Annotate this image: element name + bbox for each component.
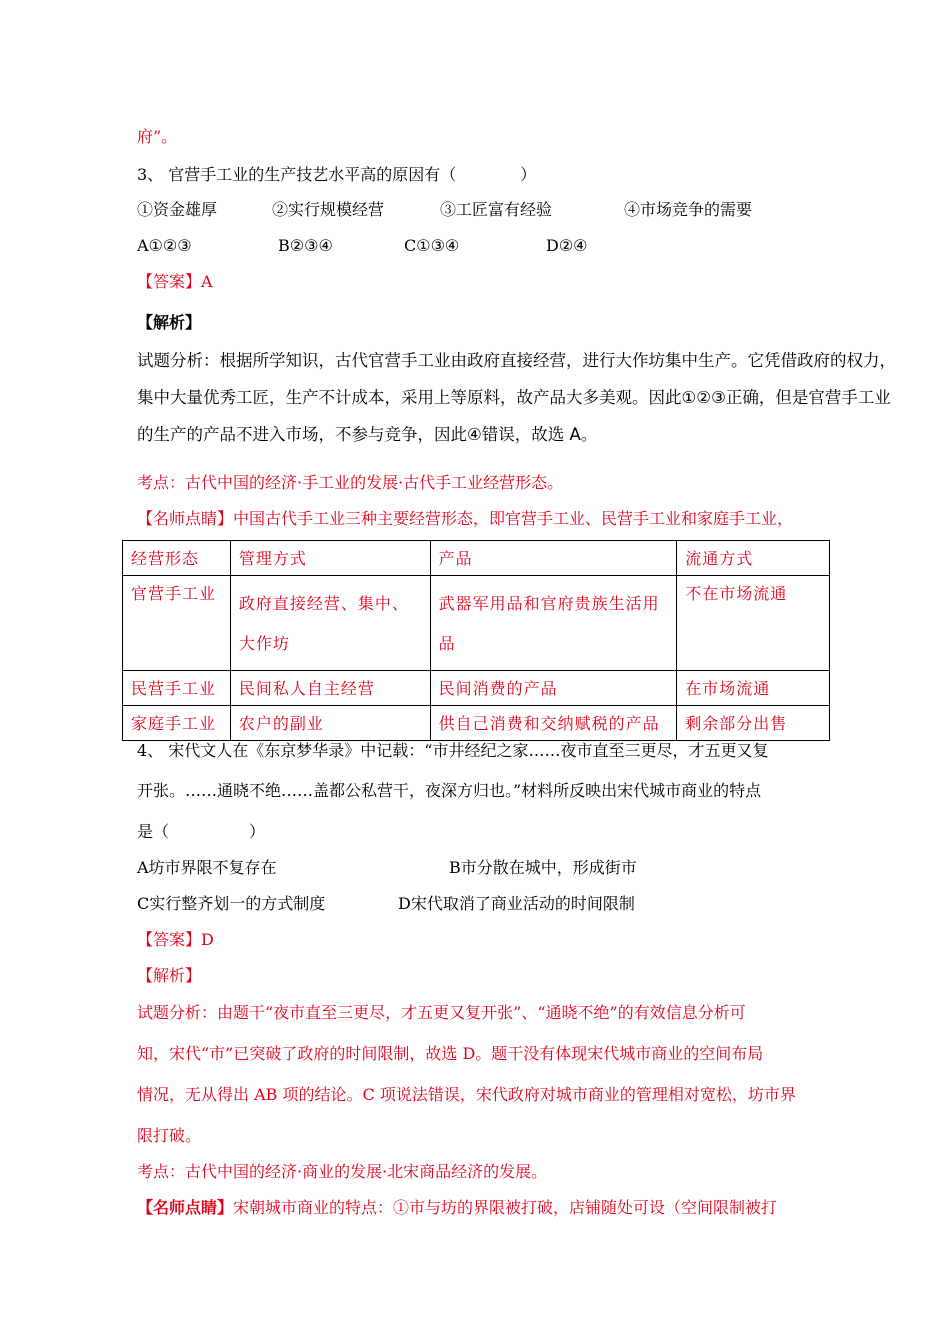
q4-stem-line-3: 是（ ） <box>137 822 266 841</box>
q4-choice-a: A坊市界限不复存在 <box>137 858 277 877</box>
q4-analysis-line-1: 试题分析：由题干“夜市直至三更尽，才五更又复开张”、“通晓不绝”的有效信息分析可 <box>137 1003 746 1022</box>
table-cell: 政府直接经营、集中、大作坊 <box>230 576 430 671</box>
q3-item-1: ①资金雄厚 <box>137 200 218 219</box>
q3-analysis-line-3: 的生产的产品不进入市场，不参与竞争，因此④错误，故选 A。 <box>137 425 598 444</box>
table-cell: 家庭手工业 <box>123 706 231 741</box>
q3-item-2: ②实行规模经营 <box>272 200 385 219</box>
q3-item-3: ③工匠富有经验 <box>440 200 553 219</box>
table-cell: 供自己消费和交纳赋税的产品 <box>430 706 677 741</box>
q4-analysis-line-3: 情况，无从得出 AB 项的结论。C 项说法错误，宋代政府对城市商业的管理相对宽松，坊市界 <box>137 1085 796 1104</box>
table-header-cell: 产品 <box>430 541 677 576</box>
table-cell: 在市场流通 <box>677 671 830 706</box>
q3-analysis-line-1: 试题分析：根据所学知识，古代官营手工业由政府直接经营，进行大作坊集中生产。它凭借政府的权力， <box>137 351 896 370</box>
q4-choice-c: C实行整齐划一的方式制度 <box>137 894 326 913</box>
table-cell: 民间消费的产品 <box>430 671 677 706</box>
q3-mingshi: 【名师点睛】中国古代手工业三种主要经营形态，即官营手工业、民营手工业和家庭手工业， <box>137 509 794 528</box>
q3-analysis-label: 【解析】 <box>137 313 202 332</box>
q4-mingshi <box>137 1198 777 1218</box>
q4-mingshi-text: 宋朝城市商业的特点：①市与坊的界限被打破，店铺随处可设（空间限制被打 <box>233 1198 778 1217</box>
q4-stem-line-2: 开张。……通晓不绝……盖都公私营干，夜深方归也。”材料所反映出宋代城市商业的特点 <box>137 781 762 800</box>
table-cell: 武器军用品和官府贵族生活用品 <box>430 576 677 671</box>
q3-kaodian: 考点：古代中国的经济·手工业的发展·古代手工业经营形态。 <box>137 473 564 492</box>
q3-stem: 3、 官营手工业的生产技艺水平高的原因有（ ） <box>137 165 537 184</box>
handicraft-table <box>122 540 830 741</box>
q4-mingshi-label: 【名师点睛】 <box>137 1198 234 1217</box>
table-header-row <box>123 541 830 576</box>
q3-choice-d: D②④ <box>546 236 588 255</box>
table-cell: 农户的副业 <box>230 706 430 741</box>
table-row <box>123 706 830 741</box>
q4-choice-b: B市分散在城中，形成街市 <box>449 858 637 877</box>
q3-item-4: ④市场竞争的需要 <box>624 200 753 219</box>
table-cell: 不在市场流通 <box>677 576 830 671</box>
q4-analysis-line-2: 知，宋代“市”已突破了政府的时间限制，故选 D。题干没有体现宋代城市商业的空间布局 <box>137 1044 764 1063</box>
q3-choice-c: C①③④ <box>404 236 460 255</box>
table-cell: 民间私人自主经营 <box>230 671 430 706</box>
q3-answer: 【答案】A <box>137 272 213 291</box>
q3-choice-a: A①②③ <box>137 236 192 255</box>
table-row <box>123 576 830 671</box>
q4-analysis-line-4: 限打破。 <box>137 1126 202 1145</box>
table-header-cell: 流通方式 <box>677 541 830 576</box>
table-header-cell: 管理方式 <box>230 541 430 576</box>
q4-answer: 【答案】D <box>137 930 214 949</box>
q3-choice-b: B②③④ <box>278 236 333 255</box>
q3-analysis-line-2: 集中大量优秀工匠，生产不计成本，采用上等原料，故产品大多美观。因此①②③正确，但是官营手工业 <box>137 388 891 407</box>
table-row <box>123 671 830 706</box>
q4-stem-line-1: 4、 宋代文人在《东京梦华录》中记载：“市井经纪之家……夜市直至三更尽，才五更又复 <box>137 741 769 760</box>
table-cell: 剩余部分出售 <box>677 706 830 741</box>
q4-analysis-label: 【解析】 <box>137 966 202 985</box>
table-cell: 官营手工业 <box>123 576 231 671</box>
q4-choice-d: D宋代取消了商业活动的时间限制 <box>398 894 635 913</box>
table-header-cell: 经营形态 <box>123 541 231 576</box>
q4-kaodian: 考点：古代中国的经济·商业的发展·北宋商品经济的发展。 <box>137 1162 548 1181</box>
q3-tail-text: 府”。 <box>137 127 178 146</box>
table-cell: 民营手工业 <box>123 671 231 706</box>
